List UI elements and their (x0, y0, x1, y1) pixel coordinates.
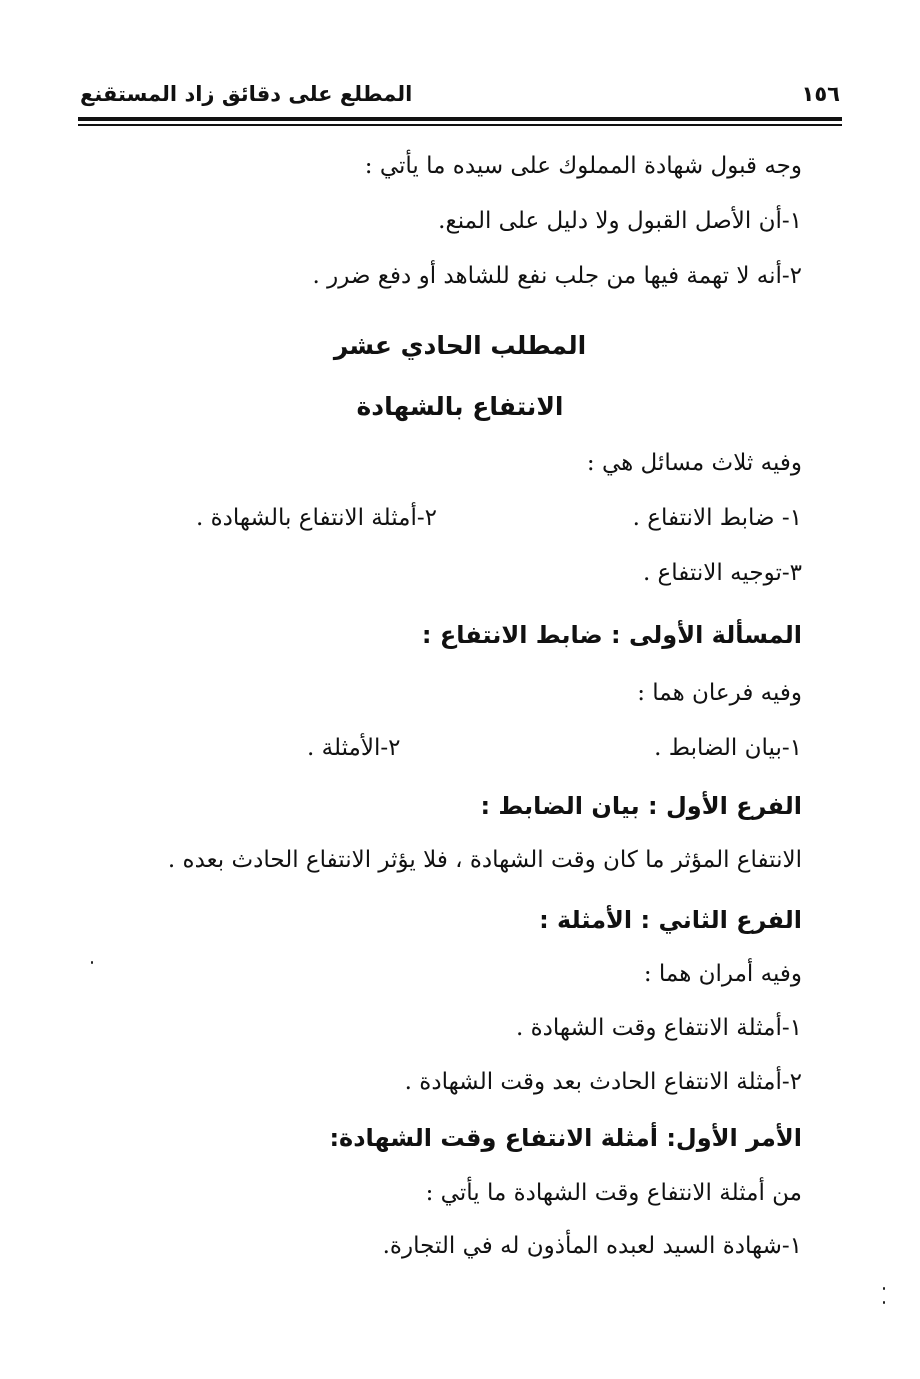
list-item: ٣-توجيه الانتفاع . (642, 560, 802, 586)
list-item: ٢-الأمثلة . (307, 735, 401, 761)
list-item: ٢-أمثلة الانتفاع الحادث بعد وقت الشهادة . (404, 1069, 802, 1095)
list-item: ٢-أمثلة الانتفاع بالشهادة . (196, 505, 438, 531)
header-rule-thick (78, 117, 842, 121)
scan-speck (883, 1301, 885, 1304)
subsection-heading: الفرع الأول : بيان الضابط : (480, 792, 802, 820)
list-item: ١-أمثلة الانتفاع وقت الشهادة . (515, 1015, 802, 1041)
text-line: من أمثلة الانتفاع وقت الشهادة ما يأتي : (425, 1180, 802, 1206)
list-item: ١-أن الأصل القبول ولا دليل على المنع. (438, 208, 802, 234)
text-line: وجه قبول شهادة المملوك على سيده ما يأتي : (364, 153, 802, 179)
subsection-heading: الأمر الأول: أمثلة الانتفاع وقت الشهادة: (329, 1124, 802, 1152)
list-item: ١-شهادة السيد لعبده المأذون له في التجارة. (382, 1233, 802, 1259)
list-item: ٢-أنه لا تهمة فيها من جلب نفع للشاهد أو دفع ضرر . (312, 263, 802, 289)
subsection-heading: المسألة الأولى : ضابط الانتفاع : (421, 621, 802, 649)
list-item: ١- ضابط الانتفاع . (632, 505, 802, 531)
header-rule-thin (78, 124, 842, 126)
subsection-heading: الفرع الثاني : الأمثلة : (539, 906, 802, 934)
scan-speck (91, 961, 93, 964)
section-heading: المطلب الحادي عشر (333, 331, 587, 360)
section-title: الانتفاع بالشهادة (356, 392, 564, 421)
text-line: وفيه أمران هما : (643, 961, 802, 987)
page-number: ١٥٦ (801, 82, 840, 106)
text-line: الانتفاع المؤثر ما كان وقت الشهادة ، فلا يؤثر الانتفاع الحادث بعده . (167, 847, 802, 873)
text-line: وفيه فرعان هما : (637, 680, 802, 706)
scan-speck (883, 1287, 885, 1290)
text-line: وفيه ثلاث مسائل هي : (586, 450, 802, 476)
list-item: ١-بيان الضابط . (654, 735, 802, 761)
running-title: المطلع على دقائق زاد المستقنع (80, 82, 413, 106)
page-header (78, 80, 842, 114)
